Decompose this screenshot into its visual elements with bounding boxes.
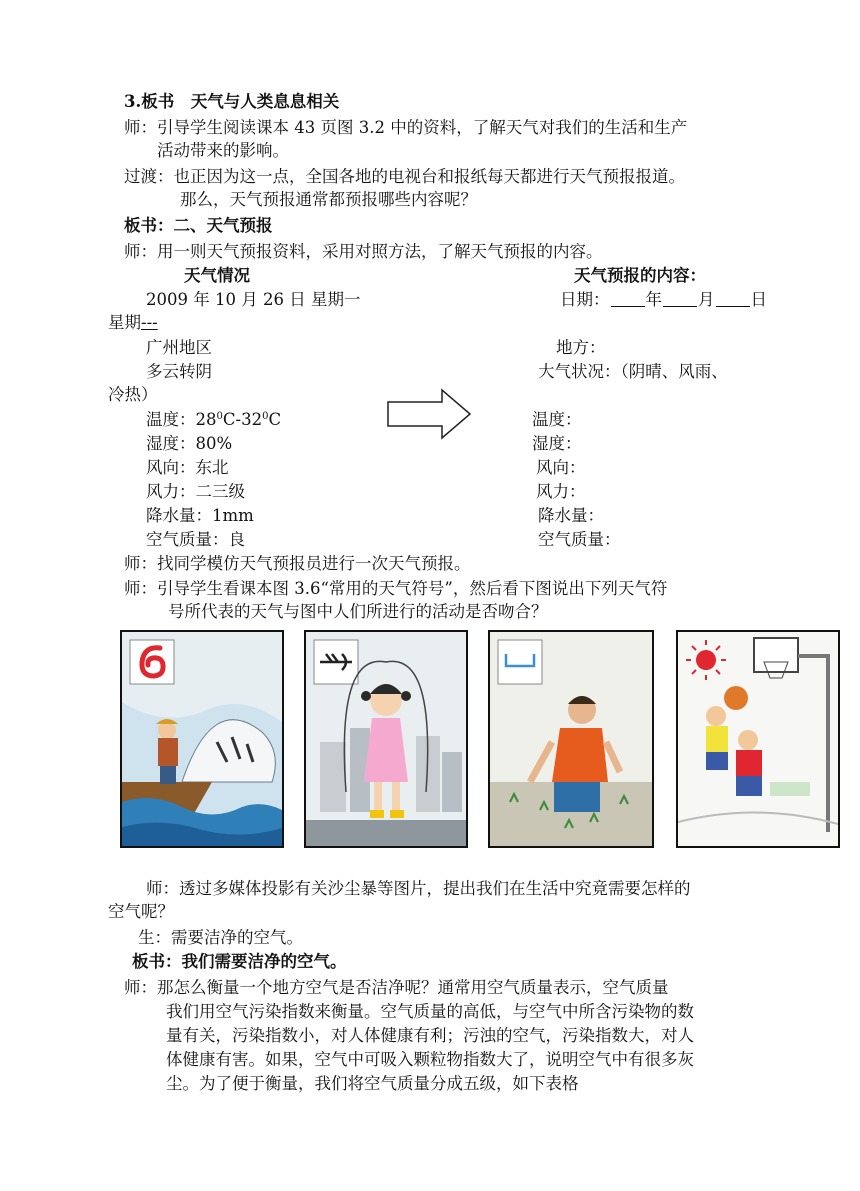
paragraph-line: 师：那怎么衡量一个地方空气是否洁净呢？通常用空气质量表示，空气质量 <box>124 978 669 997</box>
picture-wind-jumprope <box>304 630 468 848</box>
paragraph-line: 过渡：也正因为这一点，全国各地的电视台和报纸每天都进行天气预报报道。 <box>124 167 685 186</box>
right-humidity-label: 湿度： <box>532 434 582 453</box>
forecast-precipitation: 降水量：1mm <box>146 506 254 525</box>
right-date-field: 日期： 年 月 日 <box>560 290 767 309</box>
section-title: 3.板书 天气与人类息息相关 <box>124 92 340 111</box>
forecast-region: 广州地区 <box>146 338 212 357</box>
paragraph-line: 量有关，污染指数小，对人体健康有利；污浊的空气，污染指数大，对人 <box>166 1026 694 1045</box>
paragraph-line: 尘。为了便于衡量，我们将空气质量分成五级，如下表格 <box>166 1074 579 1093</box>
weekday-field: 星期--- <box>108 313 158 332</box>
forecast-date: 2009 年 10 月 26 日 星期一 <box>146 290 361 309</box>
forecast-condition: 多云转阴 <box>146 362 212 381</box>
right-temp-label: 温度： <box>532 410 582 429</box>
right-air-label: 空气质量： <box>538 530 621 549</box>
heading-clean-air: 板书：我们需要洁净的空气。 <box>132 952 347 971</box>
paragraph-line: 师：找同学模仿天气预报员进行一次天气预报。 <box>124 554 471 573</box>
paragraph-line: 号所代表的天气与图中人们所进行的活动是否吻合？ <box>168 602 548 621</box>
forecast-temperature: 温度：$28^0C-32^0C$ <box>146 410 282 429</box>
picture-sun-basketball <box>676 630 840 848</box>
right-condition-cont: 冷热） <box>108 385 158 404</box>
right-precip-label: 降水量： <box>538 506 604 525</box>
forecast-humidity: 湿度：80% <box>146 434 233 453</box>
picture-typhoon-fisherman <box>120 630 284 848</box>
right-region-label: 地方： <box>556 338 606 357</box>
paragraph-line: 师：透过多媒体投影有关沙尘暴等图片，提出我们在生活中究竟需要怎样的 <box>146 879 691 898</box>
right-condition-label: 大气状况：（阴晴、风雨、 <box>538 362 728 381</box>
right-wind-dir-label: 风向： <box>536 458 586 477</box>
paragraph-line: 师：引导学生看课本图 3.6“常用的天气符号”，然后看下图说出下列天气符 <box>124 579 668 598</box>
paragraph-line: 空气呢？ <box>108 902 174 921</box>
picture-dry-farmer <box>488 630 654 848</box>
forecast-wind-direction: 风向：东北 <box>146 458 229 477</box>
paragraph-line: 师：引导学生阅读课本 43 页图 3.2 中的资料，了解天气对我们的生活和生产 <box>124 118 688 137</box>
right-arrow-icon <box>386 388 474 440</box>
left-column-title: 天气情况 <box>184 266 250 285</box>
paragraph-line: 生：需要洁净的空气。 <box>138 928 303 947</box>
forecast-air-quality: 空气质量：良 <box>146 530 245 549</box>
heading-weather-forecast: 板书：二、天气预报 <box>124 216 273 235</box>
paragraph-line: 那么，天气预报通常都预报哪些内容呢？ <box>180 190 477 209</box>
forecast-wind-force: 风力：二三级 <box>146 482 245 501</box>
right-column-title: 天气预报的内容： <box>574 266 706 285</box>
paragraph-line: 师：用一则天气预报资料，采用对照方法，了解天气预报的内容。 <box>124 242 603 261</box>
paragraph-line: 活动带来的影响。 <box>157 141 289 160</box>
right-wind-force-label: 风力： <box>536 482 586 501</box>
paragraph-line: 体健康有害。如果，空气中可吸入颗粒物指数大了，说明空气中有很多灰 <box>166 1050 694 1069</box>
paragraph-line: 我们用空气污染指数来衡量。空气质量的高低，与空气中所含污染物的数 <box>166 1002 694 1021</box>
